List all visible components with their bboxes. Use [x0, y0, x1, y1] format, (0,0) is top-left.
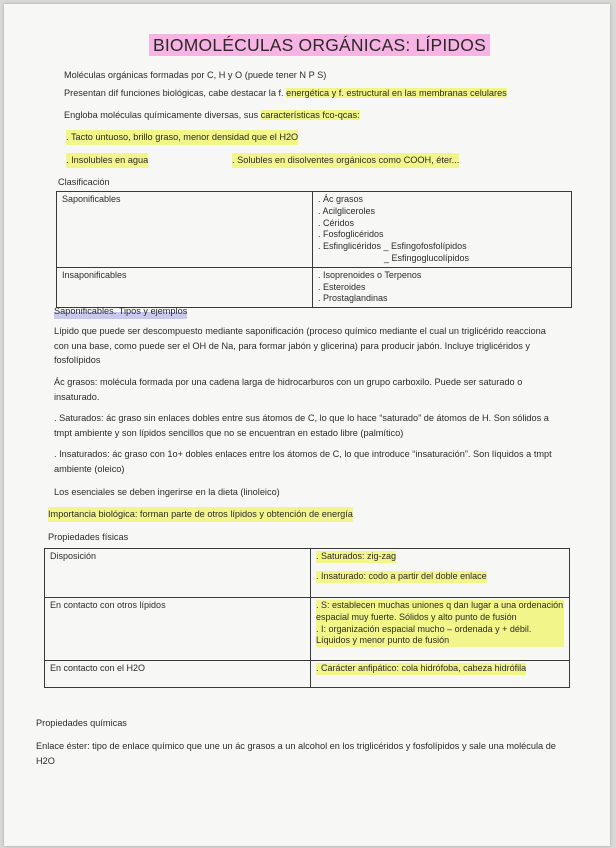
- intro-line-3-text: Engloba moléculas químicamente diversas, sus: [64, 110, 261, 120]
- list-item: . Ác grasos: [318, 194, 364, 204]
- intro-line-2-text: Presentan dif funciones biológicas, cabe destacar la f.: [64, 88, 287, 98]
- physical-label: Propiedades físicas: [48, 532, 129, 542]
- list-item: . Isoprenoides o Terpenos: [318, 269, 422, 280]
- classification-label: Clasificación: [58, 177, 110, 187]
- list-item: . Acilgliceroles: [318, 205, 376, 216]
- classification-items: [313, 267, 572, 307]
- property-values: [311, 661, 570, 688]
- property-2: . Insolubles en agua: [66, 153, 148, 168]
- property-1: . Tacto untuoso, brillo graso, menor densidad que el H2O: [66, 130, 298, 145]
- property-name: Disposición: [45, 549, 311, 598]
- table-row: [57, 192, 572, 268]
- paragraph-acidos-grasos: Ác grasos: molécula formada por una cadena larga de hidrocarburos con un grupo carboxilo. Puede ser saturado o insaturado.: [54, 377, 523, 402]
- table-row: [45, 549, 570, 598]
- intro-line-3-highlight: características fco-qcas:: [260, 110, 360, 120]
- list-item: . S: establecen muchas uniones q dan lugar a una ordenación espacial muy fuerte. Sólidos y alto punto de fusión: [316, 600, 564, 622]
- intro-line-1: Moléculas orgánicas formadas por C, H y O (puede tener N P S): [64, 70, 327, 80]
- classification-name: Saponificables: [57, 192, 313, 268]
- paragraph-saponificacion: Lípido que puede ser descompuesto mediante saponificación (proceso químico mediante el cual un triglicérido reacciona con una base, como puede ser el OH de Na, para formar jabón y glicerina) para producir jabón. Incluye triglicéridos y fosfolípidos: [54, 326, 546, 365]
- paragraph-saturados: . Saturados: ác graso sin enlaces dobles entre sus átomos de C, lo que lo hace “saturado” de átomos de H. Son sólidos a tmpt ambiente y son lípidos sencillos que no se encuentran en estado libre (palmítico): [54, 413, 549, 438]
- paragraph-esenciales: Los esenciales se deben ingerirse en la dieta (linoleico): [54, 487, 280, 497]
- list-item: . Fosfoglicéridos: [318, 229, 384, 240]
- intro-line-2: [64, 86, 507, 101]
- property-3: . Solubles en disolventes orgánicos como COOH, éter...: [232, 153, 459, 168]
- intro-line-2-highlight: energética y f. estructural en las membranas celulares: [286, 88, 507, 98]
- intro-line-3: [64, 108, 360, 123]
- notebook-page: [4, 4, 610, 846]
- paragraph-importancia: Importancia biológica: forman parte de otros lípidos y obtención de energía: [48, 507, 353, 522]
- list-item: . Prostaglandinas: [318, 293, 388, 304]
- list-item: . Esteroides: [318, 281, 366, 292]
- classification-items: [313, 192, 572, 268]
- chemical-label: Propiedades químicas: [36, 718, 127, 728]
- list-item: . Carácter anfipático: cola hidrófoba, cabeza hidrófila: [316, 663, 527, 673]
- table-row: [45, 598, 570, 661]
- list-item: . Insaturado: codo a partir del doble enlace: [316, 570, 487, 581]
- property-values: [311, 598, 570, 661]
- classification-table: [56, 191, 572, 308]
- section-heading-saponificables: Saponificables. Tipos y ejemplos: [54, 304, 187, 319]
- list-item: . I: organización espacial mucho – ordenada y + débil. Líquidos y menor punto de fusión: [316, 624, 564, 648]
- table-row: [57, 267, 572, 307]
- paragraph-insaturados: . Insaturados: ác graso con 1o+ dobles enlaces entre los átomos de C, lo que introduce “insaturación”. Son líquidos a tmpt ambiente (oleico): [54, 449, 552, 474]
- property-values: [311, 549, 570, 598]
- property-name: En contacto con otros lípidos: [45, 598, 311, 661]
- property-name: En contacto con el H2O: [45, 661, 311, 688]
- classification-name: Insaponificables: [57, 267, 313, 307]
- list-item: . Saturados: zig-zag: [316, 551, 397, 561]
- list-item: _ Esfingoglucolípidos: [384, 252, 470, 263]
- paragraph-enlace-ester: Enlace éster: tipo de enlace químico que une un ác grasos a un alcohol en los triglicéridos y fosfolípidos y sale una molécula de H2O: [36, 741, 556, 766]
- physical-properties-table: [44, 548, 570, 688]
- list-item: . Esfinglicéridos _ Esfingofosfolípidos: [318, 241, 467, 252]
- list-item: . Céridos: [318, 217, 355, 228]
- page-title: BIOMOLÉCULAS ORGÁNICAS: LÍPIDOS: [149, 34, 490, 56]
- table-row: [45, 661, 570, 688]
